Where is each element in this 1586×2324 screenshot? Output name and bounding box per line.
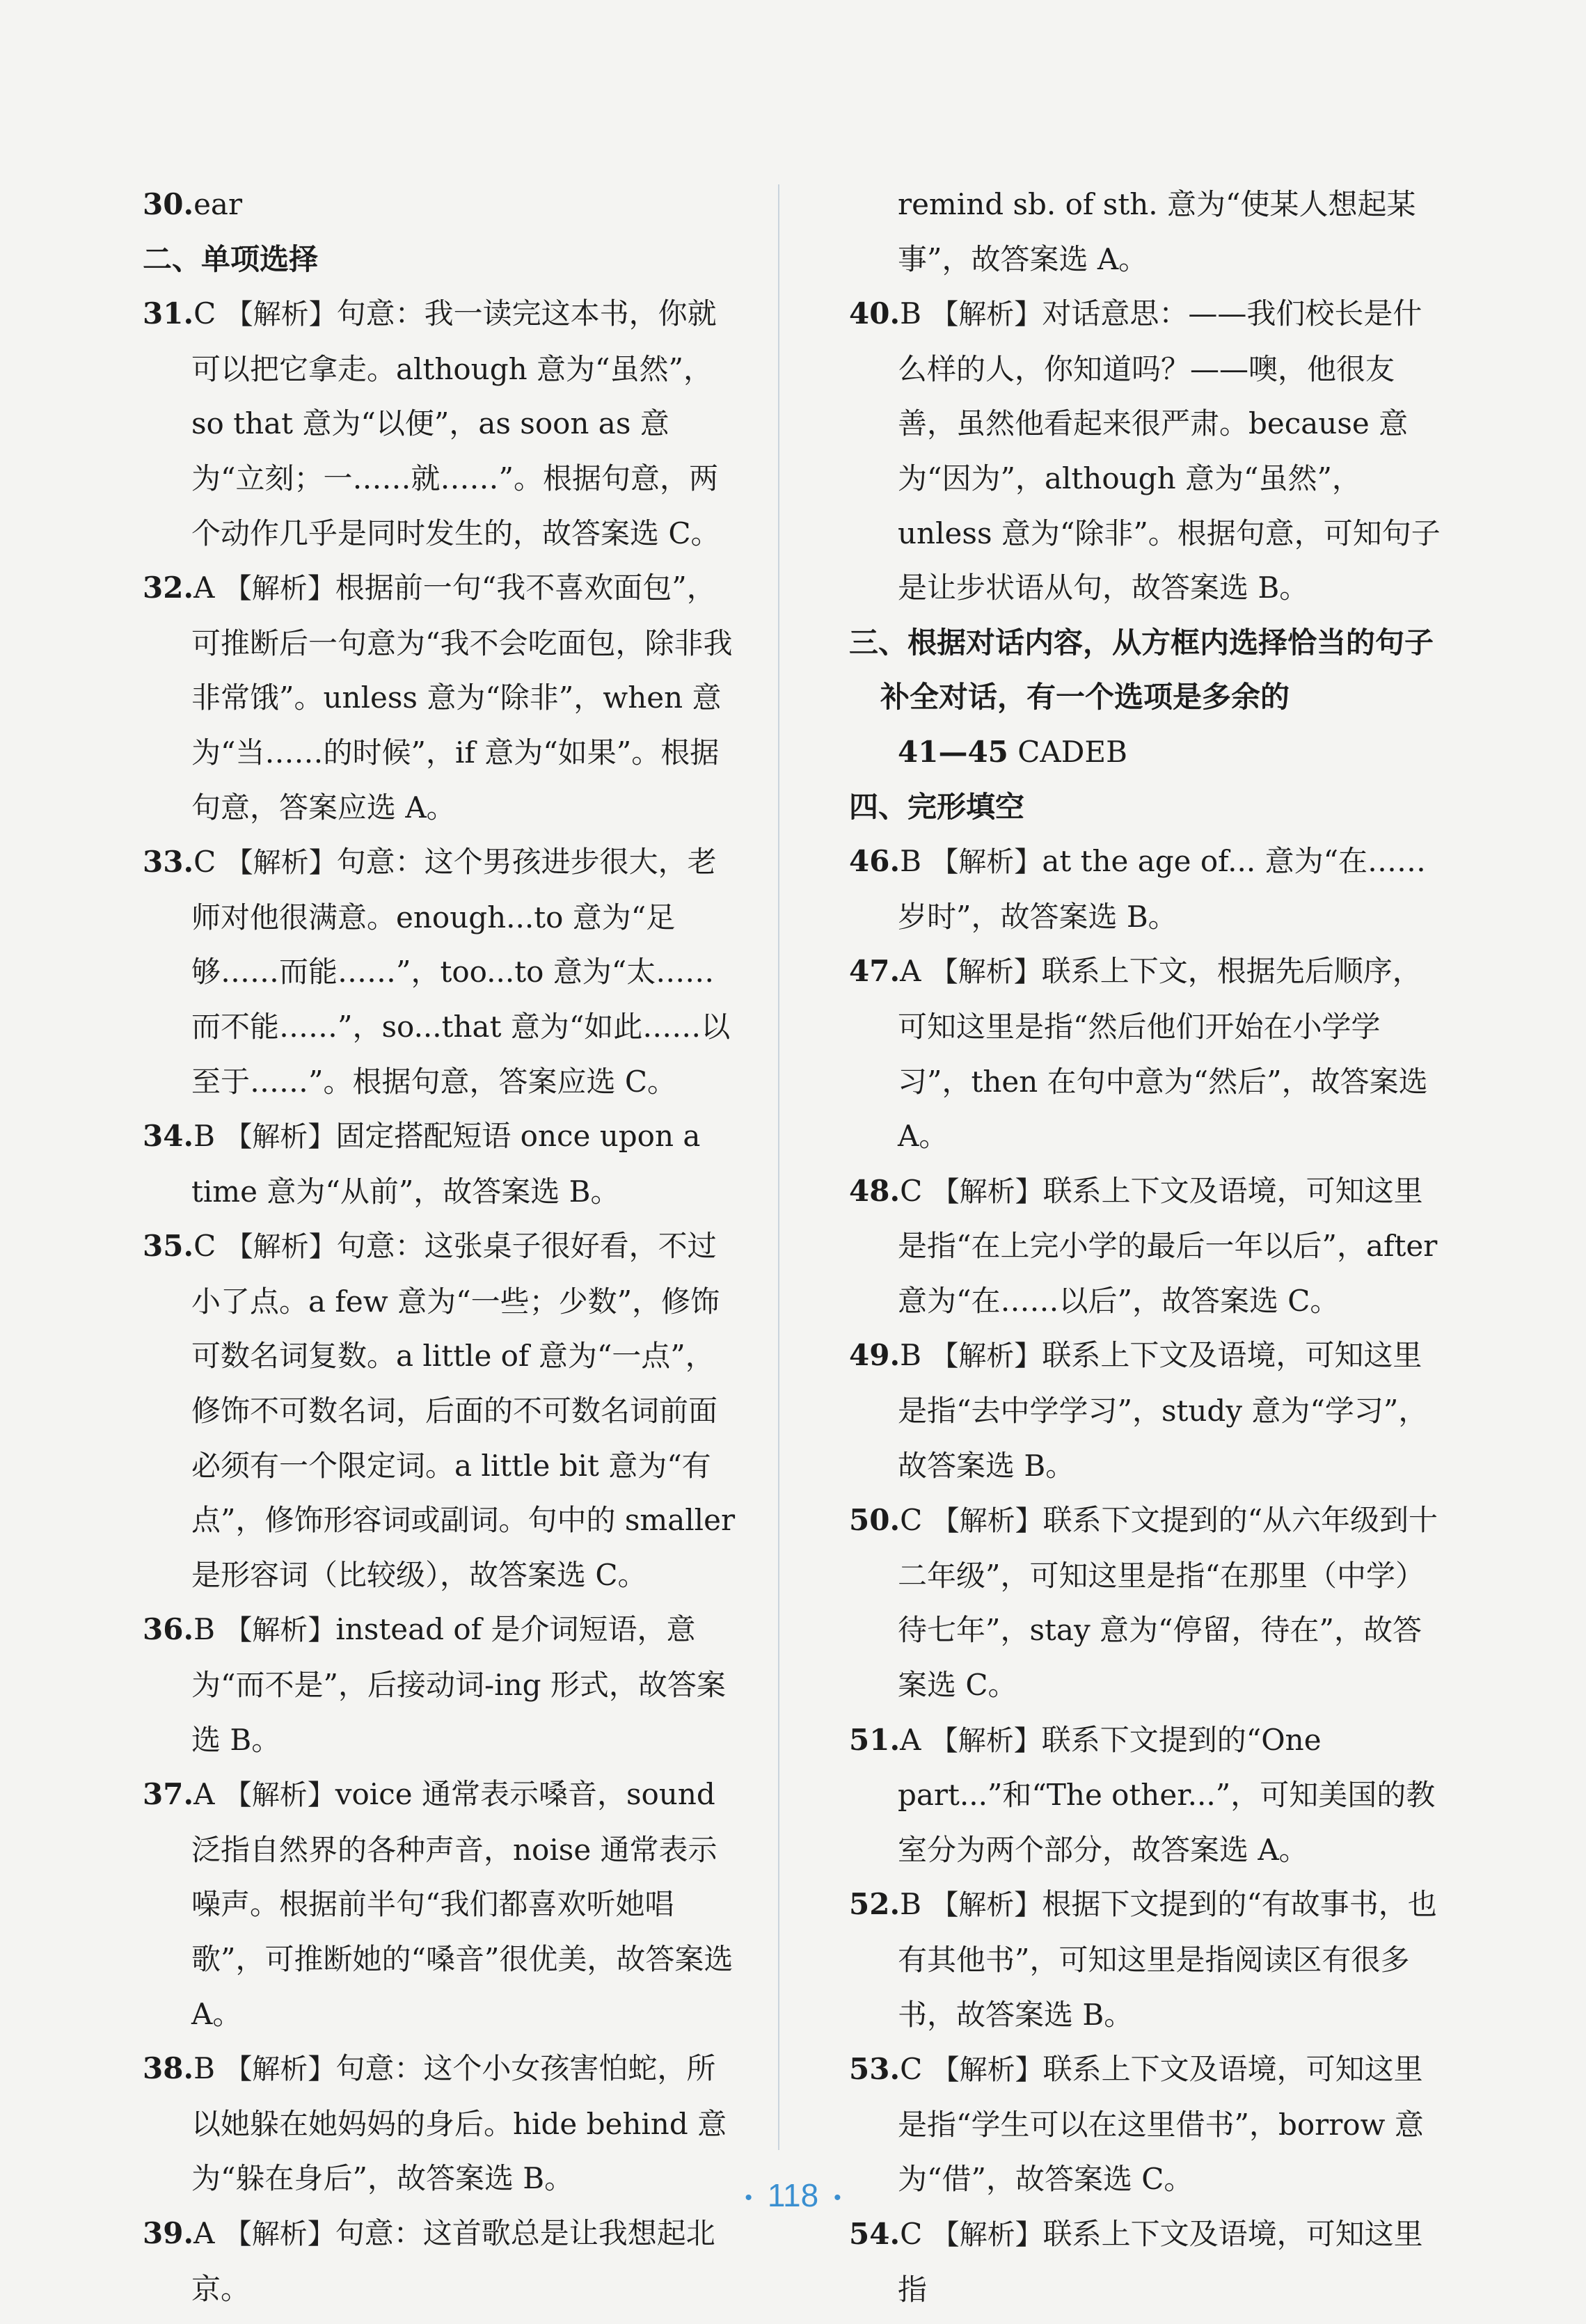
right-answer-list <box>849 834 1441 2317</box>
right-column <box>849 177 1441 2317</box>
section-heading-4: 四、完形填空 <box>849 789 1025 824</box>
answer-item: 37.A 【解析】voice 通常表示嗓音，sound 泛指自然界的各种声音，noise 通常表示噪声。根据前半句“我们都喜欢听她唱歌”，可推断她的“嗓音”很优美，故答案选 A。 <box>143 1777 733 2031</box>
answer-item-40: 40.B 【解析】对话意思：——我们校长是什么样的人，你知道吗？——噢，他很友善，虽然他看起来很严肃。because 意为“因为”，although 意为“虽然”，unless 意为“除非”。根据句意，可知句子是让步状语从句，故答案选 B。 <box>849 296 1441 605</box>
column-divider <box>778 184 779 2150</box>
answer-item: 51.A 【解析】联系下文提到的“One part...”和“The other...”，可知美国的教室分为两个部分，故答案选 A。 <box>849 1722 1436 1867</box>
answer-item: 46.B 【解析】at the age of... 意为“在……岁时”，故答案选 B。 <box>849 844 1427 934</box>
answer-item: 39.A 【解析】句意：这首歌总是让我想起北京。 <box>143 2215 715 2306</box>
answer-item: 48.C 【解析】联系上下文及语境，可知这里是指“在上完小学的最后一年以后”，after 意为“在……以后”，故答案选 C。 <box>849 1173 1438 1318</box>
section-heading-3: 三、根据对话内容，从方框内选择恰当的句子补全对话，有一个选项是多余的 <box>849 625 1434 715</box>
answer-item: 52.B 【解析】根据下文提到的“有故事书，也有其他书”，可知这里是指阅读区有很多书，故答案选 B。 <box>849 1887 1437 2032</box>
answer-item-41-45: 41—45 CADEB <box>898 734 1127 769</box>
answer-item: 53.C 【解析】联系上下文及语境，可知这里是指“学生可以在这里借书”，borrow 意为“借”，故答案选 C。 <box>849 2052 1424 2197</box>
answer-item: 35.C 【解析】句意：这张桌子很好看，不过小了点。a few 意为“一些；少数”，修饰可数名词复数。a little of 意为“一点”，修饰不可数名词，后面的不可数名词前面必须有一个限定词。a little bit 意为“有点”，修饰形容词或副词。句中的 smaller 是形容词（比较级），故答案选 C。 <box>143 1229 736 1592</box>
answer-item: 54.C 【解析】联系上下文及语境，可知这里指 <box>849 2216 1423 2307</box>
answer-item: 50.C 【解析】联系下文提到的“从六年级到十二年级”，可知这里是指“在那里（中学）待七年”，stay 意为“停留，待在”，故答案选 C。 <box>849 1503 1438 1703</box>
answer-item: 33.C 【解析】句意：这个男孩进步很大，老师对他很满意。enough...to 意为“足够……而能……”，too...to 意为“太……而不能……”，so...that 意为“如此……以至于……”。根据句意，答案应选 C。 <box>143 845 731 1099</box>
answer-item: 34.B 【解析】固定搭配短语 once upon a time 意为“从前”，故答案选 B。 <box>143 1119 701 1209</box>
page-number: • 118 • <box>745 2177 841 2213</box>
answer-item: 31.C 【解析】句意：我一读完这本书，你就可以把它拿走。although 意为“虽然”，so that 意为“以便”，as soon as 意为“立刻；一……就……”。根据句意，两个动作几乎是同时发生的，故答案选 C。 <box>143 296 720 550</box>
answer-item: 47.A 【解析】联系上下文，根据先后顺序，可知这里是指“然后他们开始在小学学习”，then 在句中意为“然后”，故答案选 A。 <box>849 954 1428 1154</box>
answer-item: 36.B 【解析】instead of 是介词短语，意为“而不是”，后接动词-ing 形式，故答案选 B。 <box>143 1612 726 1757</box>
section-heading-2: 二、单项选择 <box>143 241 319 276</box>
answer-item-30: 30.ear <box>143 187 243 221</box>
answer-item: 38.B 【解析】句意：这个小女孩害怕蛇，所以她躲在她妈妈的身后。hide behind 意为“躲在身后”，故答案选 B。 <box>143 2051 727 2196</box>
left-column <box>143 177 738 2316</box>
answer-item: 49.B 【解析】联系上下文及语境，可知这里是指“去中学学习”，study 意为“学习”，故答案选 B。 <box>849 1338 1428 1483</box>
answer-item-39-continued: remind sb. of sth. 意为“使某人想起某事”，故答案选 A。 <box>898 187 1416 276</box>
left-answer-list <box>143 287 738 2316</box>
answer-item: 32.A 【解析】根据前一句“我不喜欢面包”，可推断后一句意为“我不会吃面包，除非我非常饿”。unless 意为“除非”，when 意为“当……的时候”，if 意为“如果”。根据句意，答案应选 A。 <box>143 571 733 825</box>
